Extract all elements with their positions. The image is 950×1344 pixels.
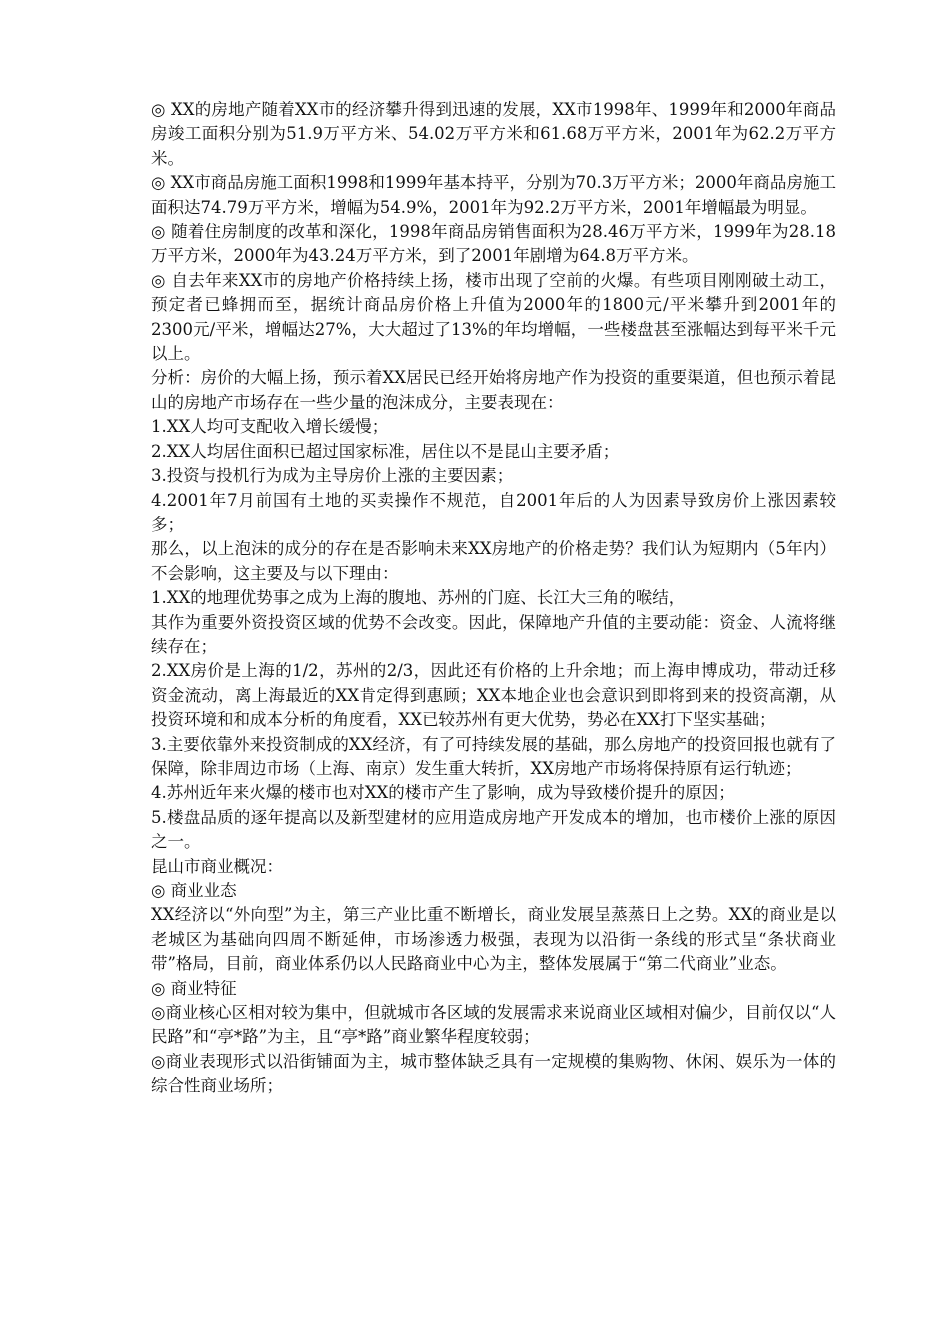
list-item-reason-3: 3.主要依靠外来投资制成的XX经济，有了可持续发展的基础，那么房地产的投资回报也就有了保障，除非周边市场（上海、南京）发生重大转折，XX房地产市场将保持原有运行轨迹； bbox=[151, 734, 836, 778]
list-item-reason-5: 5.楼盘品质的逐年提高以及新型建材的应用造成房地产开发成本的增加，也市楼价上涨的原因之一。 bbox=[151, 807, 836, 852]
list-item-reason-1: 1.XX的地理优势事之成为上海的腹地、苏州的门庭、长江大三角的喉结， bbox=[151, 588, 686, 608]
list-item-bubble-2: 2.XX人均居住面积已超过国家标准，居住以不是昆山主要矛盾； bbox=[151, 441, 620, 461]
list-item-reason-4: 4.苏州近年来火爆的楼市也对XX的楼市产生了影响，成为导致楼价提升的原因； bbox=[151, 783, 735, 803]
list-item-bubble-3: 3.投资与投机行为成为主导房价上涨的主要因素； bbox=[151, 466, 514, 486]
paragraph-business-format: XX经济以“外向型”为主，第三产业比重不断增长，商业发展呈蒸蒸日上之势。XX的商业是以老城区为基础向四周不断延伸，市场渗透力极强，表现为以沿街一条线的形式呈“条状商业带”格局，目前，商业体系仍以人民路商业中心为主，整体发展属于“第二代商业”业态。 bbox=[151, 905, 836, 974]
paragraph-completion-area: ◎ XX的房地产随着XX市的经济攀升得到迅速的发展，XX市1998年、1999年和2000年商品房竣工面积分别为51.9万平方米、54.02万平方米和61.68万平方米，2001年为62.2万平方米。 bbox=[151, 100, 836, 168]
paragraph-question: 那么，以上泡沫的成分的存在是否影响未来XX房地产的价格走势？我们认为短期内（5年内）不会影响，这主要及与以下理由： bbox=[151, 539, 836, 583]
paragraph-feature-street-shops: ◎商业表现形式以沿街铺面为主，城市整体缺乏具有一定规模的集购物、休闲、娱乐为一体的综合性商业场所； bbox=[151, 1051, 836, 1096]
list-item-reason-2: 2.XX房价是上海的1/2，苏州的2/3，因此还有价格的上升余地；而上海申博成功，带动迁移资金流动，离上海最近的XX肯定得到惠顾；XX本地企业也会意识到即将到来的投资高潮，从投资环境和和成本分析的角度看，XX已较苏州有更大优势，势必在XX打下坚实基础； bbox=[151, 661, 836, 730]
list-item-bubble-4: 4.2001年7月前国有土地的买卖操作不规范，自2001年后的人为因素导致房价上涨因素较多； bbox=[151, 490, 836, 534]
paragraph-analysis: 分析：房价的大幅上扬，预示着XX居民已经开始将房地产作为投资的重要渠道，但也预示着昆山的房地产市场存在一些少量的泡沫成分，主要表现在： bbox=[151, 368, 836, 412]
document-body bbox=[151, 98, 836, 1099]
subheading-business-features: ◎ 商业特征 bbox=[151, 978, 237, 998]
subheading-business-format: ◎ 商业业态 bbox=[151, 881, 237, 900]
section-heading-commerce: 昆山市商业概况： bbox=[151, 856, 283, 876]
list-item-bubble-1: 1.XX人均可支配收入增长缓慢； bbox=[151, 417, 389, 437]
paragraph-construction-area: ◎ XX市商品房施工面积1998和1999年基本持平，分别为70.3万平方米；2000年商品房施工面积达74.79万平方米，增幅为54.9%，2001年为92.2万平方米，2001年增幅最为明显。 bbox=[151, 173, 836, 217]
paragraph-sales-area: ◎ 随着住房制度的改革和深化，1998年商品房销售面积为28.46万平方米，1999年为28.18万平方米，2000年为43.24万平方米，到了2001年剧增为64.8万平方米。 bbox=[151, 222, 836, 266]
paragraph-feature-core-area: ◎商业核心区相对较为集中，但就城市各区域的发展需求来说商业区域相对偏少，目前仅以“人民路”和“亭*路”为主，且“亭*路”商业繁华程度较弱； bbox=[151, 1003, 836, 1047]
paragraph-price-rise: ◎ 自去年来XX市的房地产价格持续上扬，楼市出现了空前的火爆。有些项目刚刚破土动工，预定者已蜂拥而至，据统计商品房价格上升值为2000年的1800元/平米攀升到2001年的2300元/平米，增幅达27%，大大超过了13%的年均增幅，一些楼盘甚至涨幅达到每平米千元以上。 bbox=[151, 270, 836, 364]
list-item-reason-1-continued: 其作为重要外资投资区域的优势不会改变。因此，保障地产升值的主要动能：资金、人流将继续存在； bbox=[151, 612, 836, 656]
